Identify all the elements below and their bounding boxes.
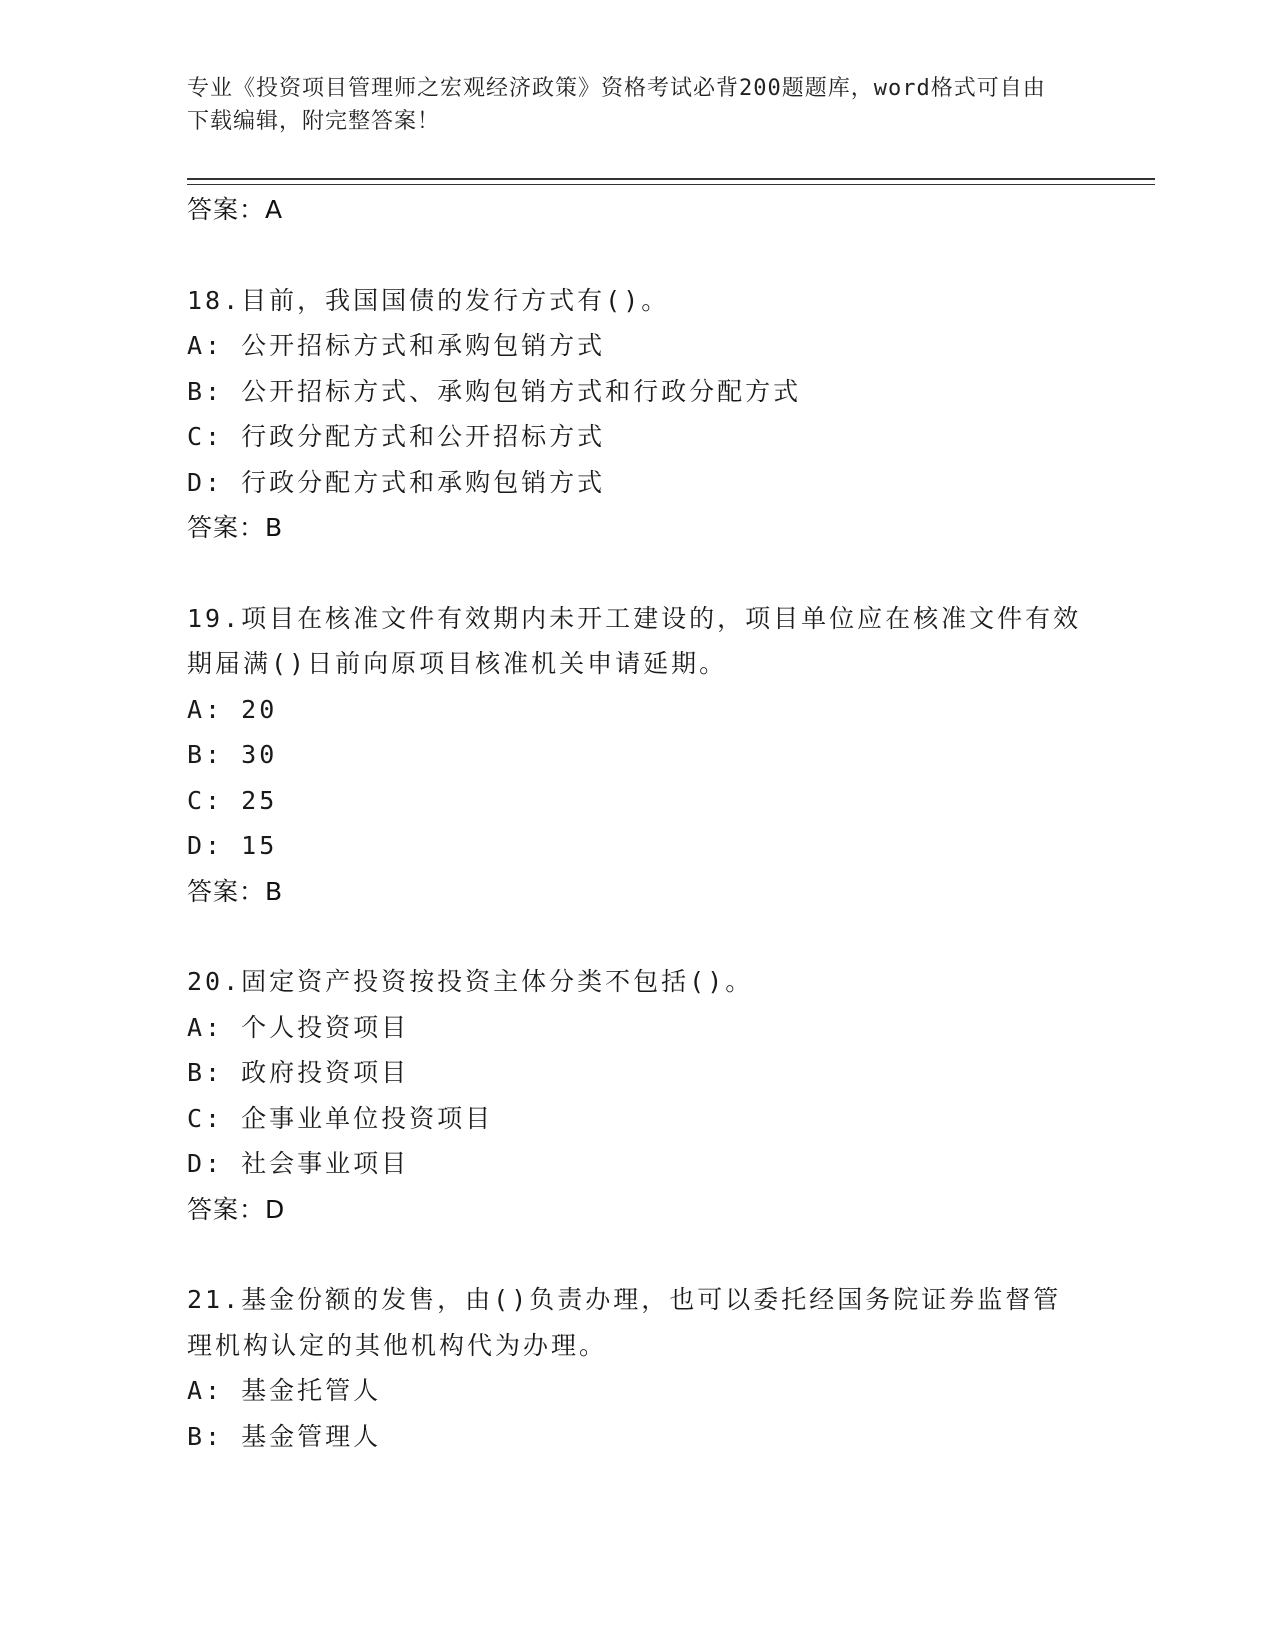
answer-line: 答案：A — [187, 195, 284, 224]
option-c: C: 行政分配方式和公开招标方式 — [187, 422, 606, 451]
option-b: B: 基金管理人 — [187, 1421, 382, 1451]
option-d: D: 15 — [187, 831, 278, 860]
option-b: B: 公开招标方式、承购包销方式和行政分配方式 — [187, 376, 802, 406]
answer-line: 答案：B — [187, 513, 284, 542]
header-divider — [187, 178, 1155, 180]
option-c: C: 25 — [187, 785, 278, 815]
question-item — [187, 1277, 1087, 1459]
option-d: D: 社会事业项目 — [187, 1149, 410, 1178]
question-item — [187, 596, 1087, 915]
option-c: C: 企事业单位投资项目 — [187, 1103, 494, 1133]
question-stem: 19.项目在核准文件有效期内未开工建设的，项目单位应在核准文件有效期届满()日前向原项目核准机关申请延期。 — [187, 603, 1082, 678]
question-item — [187, 959, 1087, 1232]
option-a: A: 基金托管人 — [187, 1376, 382, 1405]
question-stem: 18.目前，我国国债的发行方式有()。 — [187, 285, 670, 315]
question-stem: 21.基金份额的发售，由()负责办理，也可以委托经国务院证券监督管理机构认定的其他机构代为办理。 — [187, 1285, 1062, 1360]
option-a: A: 个人投资项目 — [187, 1012, 410, 1042]
question-item — [187, 278, 1087, 551]
option-d: D: 行政分配方式和承购包销方式 — [187, 467, 606, 497]
question-list — [187, 187, 1087, 1459]
option-b: B: 政府投资项目 — [187, 1058, 410, 1087]
answer-line: 答案：B — [187, 876, 284, 906]
option-a: A: 公开招标方式和承购包销方式 — [187, 331, 606, 360]
answer-line: 答案：D — [187, 1194, 286, 1224]
question-stem: 20.固定资产投资按投资主体分类不包括()。 — [187, 967, 754, 996]
option-b: B: 30 — [187, 740, 278, 769]
document-header: 专业《投资项目管理师之宏观经济政策》资格考试必背200题题库，word格式可自由下载编辑，附完整答案！ — [187, 76, 1046, 134]
header-divider-thin — [187, 184, 1155, 185]
option-a: A: 20 — [187, 694, 278, 724]
